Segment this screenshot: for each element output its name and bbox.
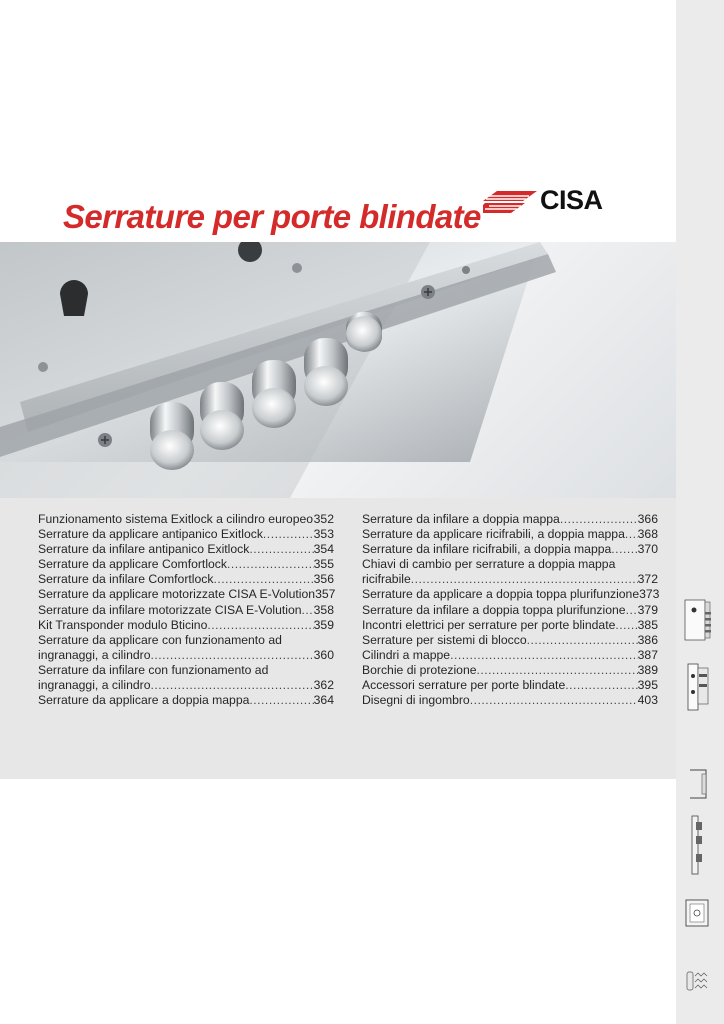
toc-entry-page: 387 (637, 647, 658, 662)
toc-entry[interactable] (362, 512, 658, 527)
toc-entry[interactable] (38, 512, 334, 527)
toc-entry-page: 355 (313, 557, 334, 572)
toc-entry-title: Serrature da applicare motorizzate CISA E-Volution (38, 587, 316, 602)
toc-entry[interactable] (38, 587, 334, 602)
toc-entry-title: Incontri elettrici per serrature per porte blindate (362, 617, 616, 632)
toc-entry-title: Serrature da infilare a doppia mappa (362, 512, 560, 526)
page-title: Serrature per porte blindate (63, 198, 481, 236)
lock-illustration (0, 242, 676, 498)
toc-entry[interactable] (362, 603, 658, 618)
toc-entry-title: Serrature da infilare Comfortlock (38, 572, 214, 587)
lock-plate-thumb-icon[interactable] (684, 662, 712, 712)
toc-entry-page: 358 (313, 602, 334, 617)
toc-entry-page: 366 (637, 512, 658, 526)
toc-entry[interactable] (362, 542, 658, 557)
toc-entry-title: Serrature da infilare antipanico Exitlock (38, 542, 250, 557)
toc-entry-page: 354 (313, 542, 334, 557)
lock-product-photo (0, 242, 676, 498)
toc-entry-title-line: Serrature da applicare con funzionamento ad (38, 632, 282, 647)
toc-entry-page: 370 (637, 542, 658, 557)
toc-entry[interactable] (362, 557, 658, 587)
toc-entry-title: Borchie di protezione (362, 662, 477, 677)
toc-entry[interactable] (38, 633, 334, 663)
toc-entry-page: 379 (637, 602, 658, 617)
cylinder-hole-icon (60, 280, 88, 316)
toc-entry-title: Serrature da applicare antipanico Exitlock (38, 527, 263, 542)
toc-entry[interactable] (362, 618, 658, 633)
toc-entry-title: Serrature da applicare a doppia mappa (38, 693, 250, 708)
bolt-3 (252, 360, 296, 428)
toc-entry-title: Serrature da infilare a doppia toppa plurifunzione (362, 602, 626, 617)
toc-entry[interactable] (38, 693, 334, 708)
toc-entry-title: ingranaggi, a cilindro (38, 647, 151, 662)
toc-entry[interactable] (362, 648, 658, 663)
toc-entry-page: 385 (637, 617, 658, 632)
brand-logo (483, 185, 613, 216)
cisa-logo-mark-icon (483, 188, 539, 214)
toc-entry-title: ricifrabile (362, 572, 411, 587)
toc-entry-title: Serrature per sistemi di blocco (362, 632, 527, 647)
toc-entry[interactable] (38, 618, 334, 633)
toc-entry[interactable] (38, 603, 334, 618)
toc-entry-page: 357 (315, 587, 336, 602)
toc-entry-title: Cilindri a mappe (362, 647, 451, 662)
toc-entry-title: Kit Transponder modulo Bticino (38, 617, 208, 632)
toc-entry-title: Serrature da applicare ricifrabili, a doppia mappa (362, 527, 625, 542)
toc-entry-title: Accessori serrature per porte blindate (362, 678, 566, 693)
toc-entry-title: Funzionamento sistema Exitlock a cilindro europeo (38, 512, 314, 526)
toc-entry-page: 352 (313, 512, 334, 526)
safe-box-thumb-icon[interactable] (684, 896, 712, 930)
toc-entry-page: 353 (313, 527, 334, 542)
toc-entry-page: 389 (637, 662, 658, 677)
toc-entry-page: 356 (313, 572, 334, 587)
toc-entry[interactable] (38, 527, 334, 542)
toc-entry[interactable] (362, 587, 658, 602)
toc-entry[interactable] (362, 663, 658, 678)
toc-entry-title: Serrature da infilare motorizzate CISA E-Volution (38, 602, 302, 617)
toc-entry[interactable] (38, 572, 334, 587)
toc-entry-title: Serrature da applicare Comfortlock (38, 557, 227, 572)
brand-name: CISA (540, 185, 603, 215)
bolt-1 (150, 402, 194, 470)
toc-entry[interactable] (38, 557, 334, 572)
toc-entry[interactable] (38, 542, 334, 557)
cylinder-thumb-icon[interactable] (684, 966, 712, 996)
strike-plate-thumb-icon[interactable] (684, 768, 712, 800)
toc-entry-page: 403 (637, 693, 658, 708)
toc-entry-title-line: Serrature da infilare con funzionamento ad (38, 662, 269, 677)
toc-entry-title: Serrature da applicare a doppia toppa plurifunzione (362, 587, 640, 602)
toc-column-right (362, 512, 658, 708)
toc-entry[interactable] (362, 693, 658, 708)
toc-entry[interactable] (38, 663, 334, 693)
lock-thumb-icon[interactable] (684, 598, 712, 642)
toc-entry-title-line: Chiavi di cambio per serrature a doppia mappa (362, 557, 616, 572)
toc-entry-page: 386 (637, 632, 658, 647)
toc-entry-title: Serrature da infilare ricifrabili, a doppia mappa (362, 542, 612, 557)
toc-entry-page: 372 (637, 572, 658, 587)
bolt-2 (200, 382, 244, 450)
toc-column-left (38, 512, 334, 708)
toc-entry[interactable] (362, 633, 658, 648)
bolt-4 (304, 338, 348, 406)
toc-entry-page: 373 (639, 587, 660, 602)
toc-entry-page: 368 (637, 527, 658, 542)
toc-entry[interactable] (362, 527, 658, 542)
toc-entry-page: 395 (637, 678, 658, 693)
toc-entry-title: Disegni di ingombro (362, 693, 470, 708)
toc-entry-page: 362 (313, 678, 334, 693)
toc-entry-page: 359 (313, 617, 334, 632)
toc-entry-page: 364 (313, 693, 334, 708)
toc-entry-page: 360 (313, 647, 334, 662)
latch-bolt (346, 312, 382, 352)
toc-entry[interactable] (362, 678, 658, 693)
toc-entry-title: ingranaggi, a cilindro (38, 678, 151, 693)
rod-thumb-icon[interactable] (684, 814, 712, 876)
